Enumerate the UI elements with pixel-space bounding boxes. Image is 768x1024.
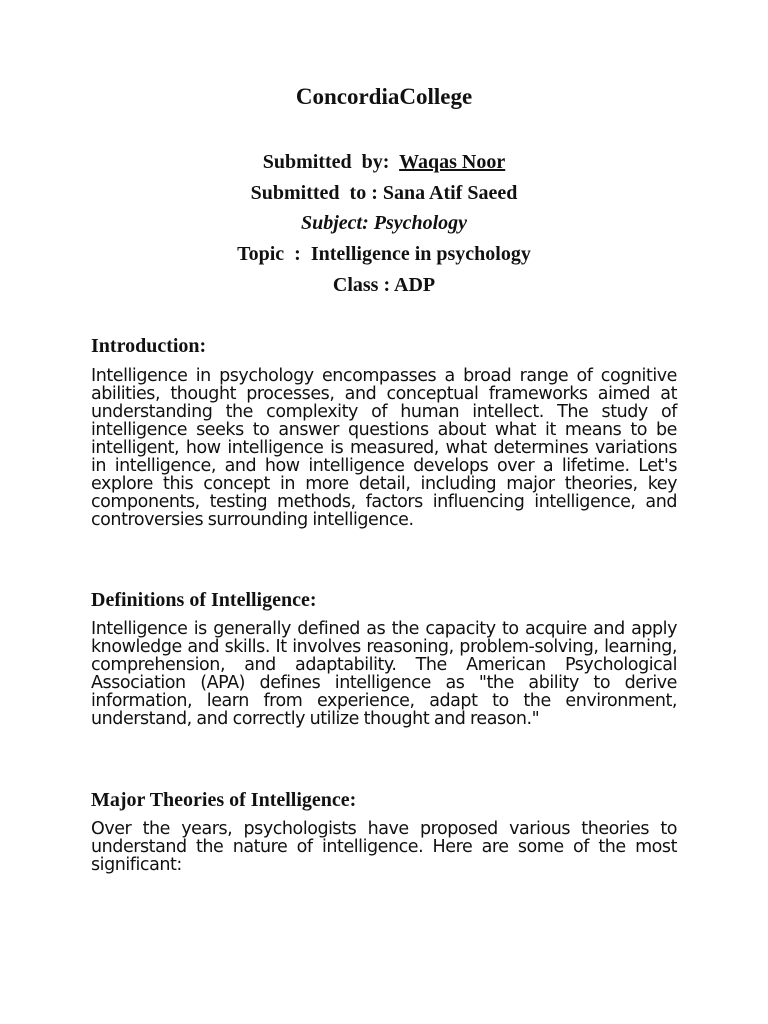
section-heading-introduction: Introduction: bbox=[91, 335, 207, 357]
section-heading-major-theories: Major Theories of Intelligence: bbox=[91, 789, 357, 811]
section-body-definitions: Intelligence is generally defined as the capacity to acquire and apply knowledge and skills. It involves reasoning, problem-solving, learning, comprehension, and adaptability. The American Psychological Association (APA) defines intelligence as "the ability to derive information, learn from experience, adapt to the environment, understand, and correctly utilize thought and reason." bbox=[91, 619, 677, 729]
college-title: ConcordiaCollege bbox=[295, 84, 473, 109]
submitted-to-line: Submitted to : Sana Atif Saeed bbox=[250, 182, 518, 204]
section-heading-definitions: Definitions of Intelligence: bbox=[91, 589, 317, 611]
section-body-introduction: Intelligence in psychology encompasses a broad range of cognitive abilities, thought processes, and conceptual frameworks aimed at understanding the complexity of human intellect. The study of intelligence seeks to answer questions about what it means to be intelligent, how intelligence is measured, what determines variations in intelligence, and how intelligence develops over a lifetime. Let's explore this concept in more detail, including major theories, key components, testing methods, factors influencing intelligence, and controversies surrounding intelligence. bbox=[91, 366, 677, 530]
section-body-major-theories: Over the years, psychologists have proposed various theories to understand the nature of intelligence. Here are some of the most significant: bbox=[91, 819, 677, 875]
class-line: Class : ADP bbox=[332, 274, 436, 296]
subject-line: Subject: Psychology bbox=[300, 212, 468, 234]
submitted-by-line bbox=[0, 150, 768, 174]
topic-line: Topic : Intelligence in psychology bbox=[237, 243, 531, 265]
submitted-by-name: Waqas Noor bbox=[399, 151, 506, 173]
submitted-by-label: Submitted by: bbox=[262, 151, 390, 173]
